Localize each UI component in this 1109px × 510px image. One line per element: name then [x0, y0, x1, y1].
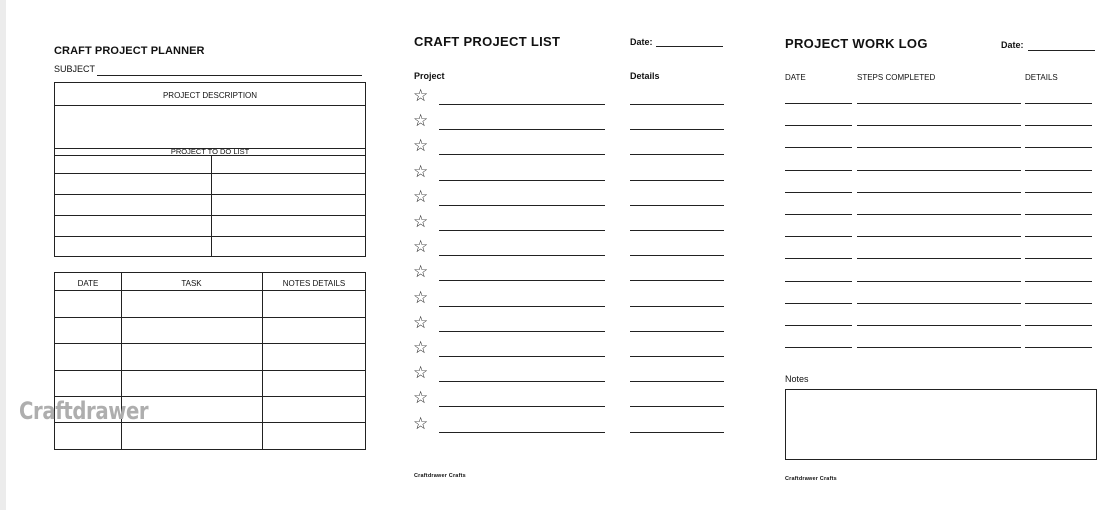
details-line	[1025, 281, 1092, 282]
notes-box	[785, 389, 1097, 460]
col-date-header: DATE	[77, 279, 99, 288]
date-line	[785, 170, 852, 171]
details-line	[630, 381, 724, 382]
watermark-logo: Craftdrawer	[19, 397, 149, 425]
star-icon: ☆	[413, 136, 429, 157]
steps-line	[857, 192, 1021, 193]
date-line	[785, 214, 852, 215]
project-line	[439, 306, 605, 307]
details-line	[630, 154, 724, 155]
todo-divider	[211, 155, 212, 256]
steps-line	[857, 258, 1021, 259]
star-icon: ☆	[413, 237, 429, 258]
details-line	[630, 129, 724, 130]
details-line	[630, 406, 724, 407]
star-icon: ☆	[413, 161, 429, 182]
star-icon: ☆	[413, 86, 429, 106]
planner-title: CRAFT PROJECT PLANNER	[54, 45, 205, 57]
details-line	[1025, 258, 1092, 259]
list-title: CRAFT PROJECT LIST	[414, 34, 561, 49]
date-line	[785, 236, 852, 237]
worklog-title: PROJECT WORK LOG	[785, 36, 928, 51]
steps-line	[857, 214, 1021, 215]
steps-line	[857, 281, 1021, 282]
steps-line	[857, 147, 1021, 148]
list-date-line	[656, 46, 723, 47]
list-footer: Craftdrawer Crafts	[414, 473, 466, 479]
details-line	[1025, 103, 1092, 104]
details-line	[1025, 236, 1092, 237]
steps-line	[857, 325, 1021, 326]
date-line	[785, 125, 852, 126]
steps-line	[857, 125, 1021, 126]
star-icon: ☆	[413, 312, 429, 333]
details-line	[1025, 347, 1092, 348]
details-line	[630, 306, 724, 307]
details-line	[1025, 192, 1092, 193]
details-line	[1025, 147, 1092, 148]
project-line	[439, 432, 605, 433]
project-line	[439, 205, 605, 206]
table-row-line	[55, 370, 365, 371]
date-line	[785, 325, 852, 326]
details-line	[630, 104, 724, 105]
details-line	[630, 331, 724, 332]
todo-row-line	[55, 194, 365, 195]
details-line	[1025, 325, 1092, 326]
project-line	[439, 104, 605, 105]
project-line	[439, 230, 605, 231]
table-row-line	[55, 290, 365, 291]
steps-line	[857, 236, 1021, 237]
col-project-header: Project	[414, 71, 445, 81]
details-line	[630, 432, 724, 433]
subject-line	[97, 75, 362, 76]
todo-row-line	[55, 236, 365, 237]
project-line	[439, 129, 605, 130]
details-line	[1025, 125, 1092, 126]
page-edge	[0, 0, 6, 510]
worklog-date-label: Date:	[1001, 40, 1024, 50]
project-line	[439, 331, 605, 332]
steps-line	[857, 170, 1021, 171]
details-line	[630, 230, 724, 231]
star-icon: ☆	[413, 338, 429, 358]
project-line	[439, 406, 605, 407]
project-line	[439, 381, 605, 382]
worklog-date-line	[1028, 50, 1095, 51]
date-line	[785, 303, 852, 304]
details-line	[630, 280, 724, 281]
details-line	[630, 255, 724, 256]
col-steps-header: STEPS COMPLETED	[857, 73, 936, 82]
project-line	[439, 356, 605, 357]
todo-row-line	[55, 215, 365, 216]
col-details-header: DETAILS	[1025, 73, 1058, 82]
details-line	[1025, 303, 1092, 304]
star-icon: ☆	[413, 111, 429, 132]
list-date-label: Date:	[630, 37, 653, 47]
details-line	[1025, 214, 1092, 215]
details-line	[630, 180, 724, 181]
col-notes-header: NOTES DETAILS	[282, 279, 346, 288]
table-row-line	[55, 343, 365, 344]
col-task-header: TASK	[181, 279, 202, 288]
star-icon: ☆	[413, 287, 429, 308]
steps-line	[857, 347, 1021, 348]
subject-label: SUBJECT	[54, 64, 96, 74]
star-icon: ☆	[413, 262, 429, 283]
star-icon: ☆	[413, 388, 429, 409]
project-line	[439, 180, 605, 181]
description-heading: PROJECT DESCRIPTION	[55, 83, 365, 106]
date-line	[785, 147, 852, 148]
todo-row-line	[55, 173, 365, 174]
notes-label: Notes	[785, 374, 809, 384]
col-date-header: DATE	[785, 73, 806, 82]
details-line	[630, 205, 724, 206]
star-icon: ☆	[413, 363, 429, 384]
project-line	[439, 154, 605, 155]
steps-line	[857, 103, 1021, 104]
project-description-box	[54, 82, 366, 257]
steps-line	[857, 303, 1021, 304]
col-details-header: Details	[630, 71, 660, 81]
todo-row-line	[55, 155, 365, 156]
worklog-footer: Craftdrawer Crafts	[785, 476, 837, 482]
project-line	[439, 280, 605, 281]
star-icon: ☆	[413, 186, 429, 207]
date-line	[785, 258, 852, 259]
todo-heading: PROJECT TO DO LIST	[55, 148, 365, 156]
date-line	[785, 103, 852, 104]
table-row-line	[55, 317, 365, 318]
date-line	[785, 281, 852, 282]
date-line	[785, 347, 852, 348]
star-icon: ☆	[413, 413, 429, 434]
star-icon: ☆	[413, 212, 429, 232]
details-line	[1025, 170, 1092, 171]
date-line	[785, 192, 852, 193]
project-line	[439, 255, 605, 256]
details-line	[630, 356, 724, 357]
